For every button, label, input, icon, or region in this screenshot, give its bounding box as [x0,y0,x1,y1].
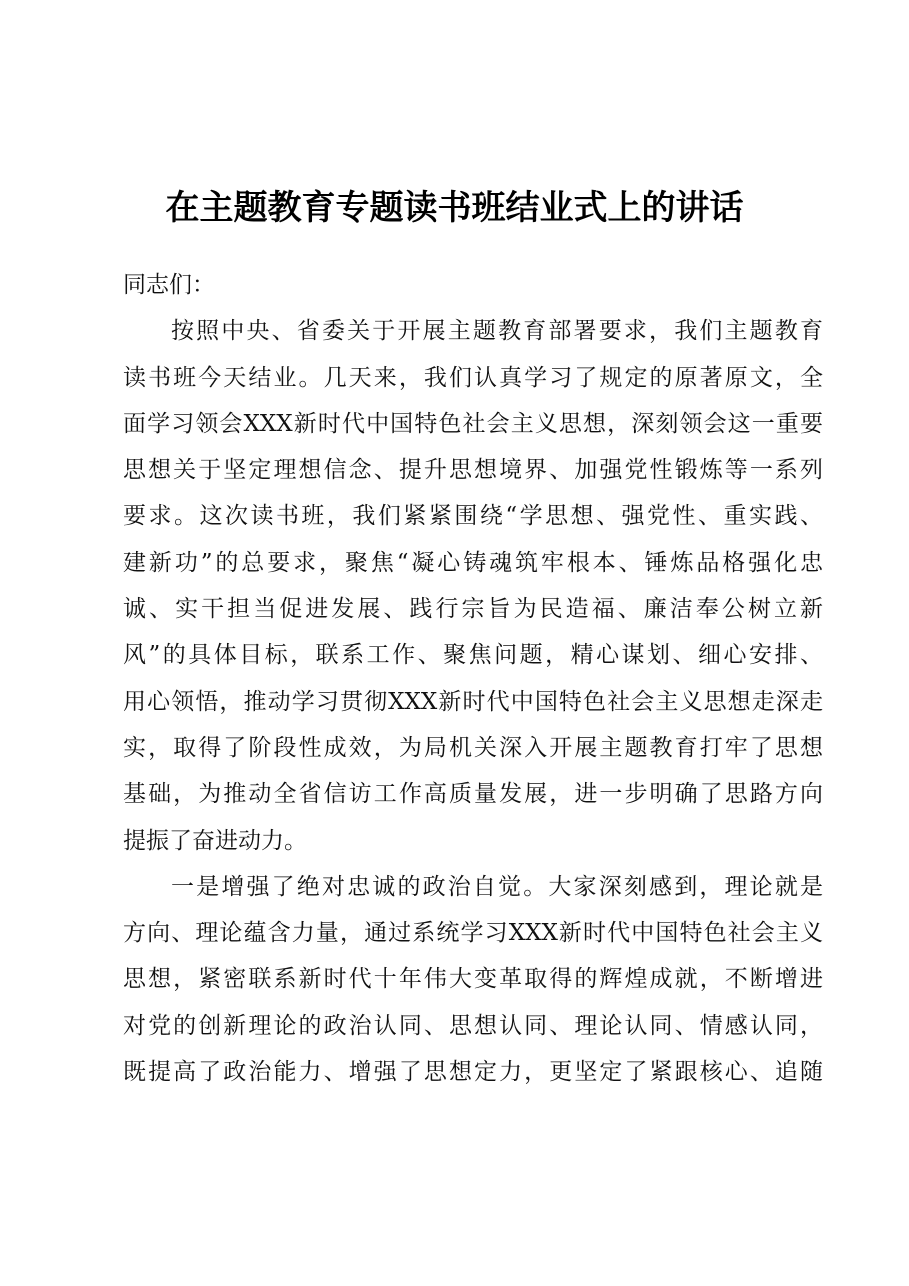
paragraph-2 [123,864,823,1095]
paragraph-line: 思想，紧密联系新时代十年伟大变革取得的辉煌成就，不断增进 [123,966,823,993]
paragraph-line: 要求。这次读书班，我们紧紧围绕“学思想、强党性、重实践、 [123,503,823,530]
paragraph-line: 方向、理论蕴含力量，通过系统学习XXX新时代中国特色社会主义 [123,920,823,947]
document-body [123,262,823,1095]
paragraph-line: 思想关于坚定理想信念、提升思想境界、加强党性锻炼等一系列 [123,457,823,484]
paragraph-line: 对党的创新理论的政治认同、思想认同、理论认同、情感认同， [123,1012,823,1039]
paragraph-line: 建新功”的总要求，聚焦“凝心铸魂筑牢根本、锤炼品格强化忠 [123,549,823,576]
paragraph-line: 既提高了政治能力、增强了思想定力，更坚定了紧跟核心、追随 [123,1059,823,1086]
paragraph-line: 按照中央、省委关于开展主题教育部署要求，我们主题教育 [171,318,823,345]
paragraph-line: 用心领悟，推动学习贯彻XXX新时代中国特色社会主义思想走深走 [123,688,823,715]
paragraph-1 [123,308,823,864]
paragraph-line: 一是增强了绝对忠诚的政治自觉。大家深刻感到，理论就是 [171,873,823,900]
paragraph-line: 读书班今天结业。几天来，我们认真学习了规定的原著原文，全 [123,364,823,391]
salutation: 同志们： [123,272,215,298]
paragraph-line: 基础，为推动全省信访工作高质量发展，进一步明确了思路方向 [123,781,823,808]
paragraph-line: 面学习领会XXX新时代中国特色社会主义思想，深刻领会这一重要 [123,410,823,437]
paragraph-line: 提振了奋进动力。 [123,827,307,854]
document-title: 在主题教育专题读书班结业式上的讲话 [165,188,744,228]
paragraph-line: 风”的具体目标，联系工作、聚焦问题，精心谋划、细心安排、 [123,642,823,669]
paragraph-line: 诚、实干担当促进发展、践行宗旨为民造福、廉洁奉公树立新 [123,596,823,623]
paragraph-line: 实，取得了阶段性成效，为局机关深入开展主题教育打牢了思想 [123,734,823,761]
